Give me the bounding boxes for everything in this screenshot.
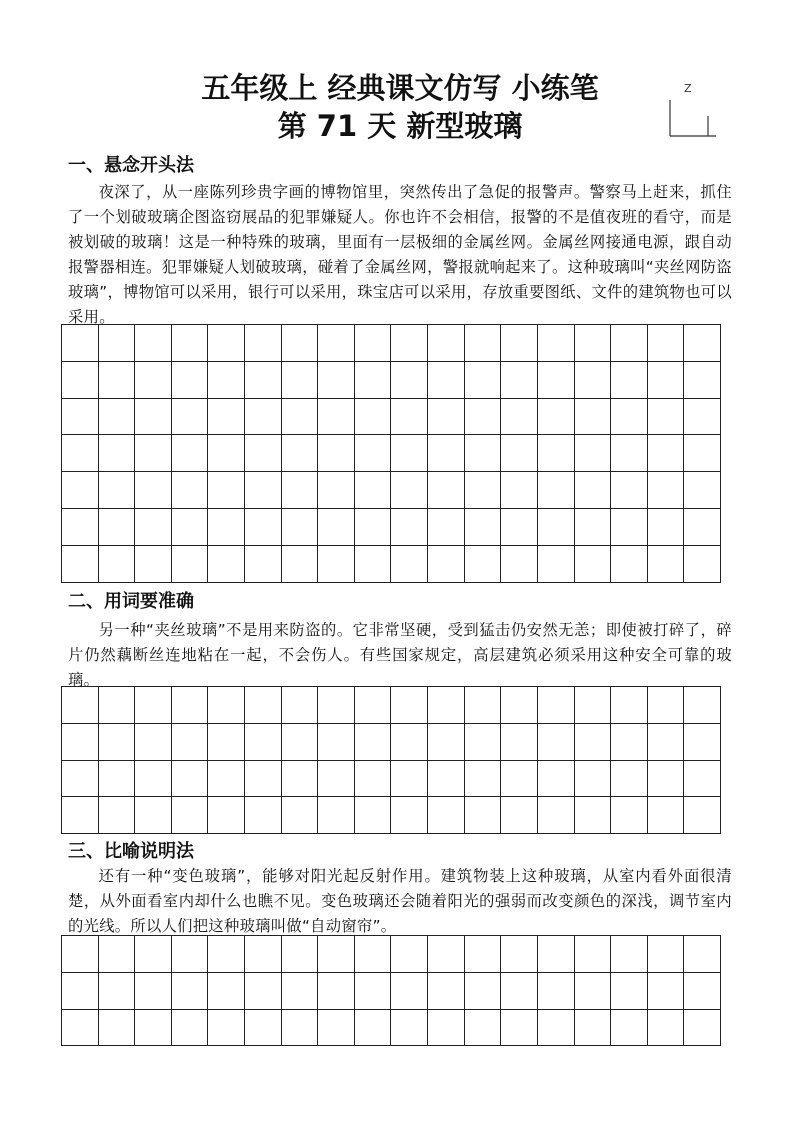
grid-cell[interactable]: [391, 435, 428, 472]
grid-cell[interactable]: [135, 325, 172, 362]
section-heading-3: 三、比喻说明法: [68, 841, 194, 862]
grid-cell[interactable]: [172, 724, 209, 761]
grid-cell[interactable]: [684, 1010, 721, 1047]
grid-cell[interactable]: [208, 325, 245, 362]
grid-cell[interactable]: [465, 687, 502, 724]
grid-cell[interactable]: [465, 936, 502, 973]
grid-cell[interactable]: [208, 1010, 245, 1047]
grid-cell[interactable]: [318, 761, 355, 798]
grid-cell[interactable]: [501, 936, 538, 973]
grid-cell[interactable]: [611, 435, 648, 472]
grid-cell[interactable]: [62, 325, 99, 362]
grid-cell[interactable]: [282, 472, 319, 509]
grid-cell[interactable]: [282, 936, 319, 973]
grid-cell[interactable]: [648, 797, 685, 834]
grid-cell[interactable]: [318, 435, 355, 472]
grid-cell[interactable]: [648, 399, 685, 436]
grid-cell[interactable]: [648, 687, 685, 724]
grid-cell[interactable]: [575, 362, 612, 399]
corner-mark-text: Z: [684, 82, 692, 95]
grid-cell[interactable]: [465, 724, 502, 761]
grid-cell[interactable]: [684, 761, 721, 798]
grid-cell[interactable]: [62, 509, 99, 546]
grid-cell[interactable]: [135, 973, 172, 1010]
grid-cell[interactable]: [391, 546, 428, 583]
grid-cell[interactable]: [648, 362, 685, 399]
grid-cell[interactable]: [538, 761, 575, 798]
grid-cell[interactable]: [428, 973, 465, 1010]
grid-cell[interactable]: [245, 546, 282, 583]
grid-cell[interactable]: [575, 1010, 612, 1047]
grid-cell[interactable]: [135, 761, 172, 798]
grid-cell[interactable]: [611, 797, 648, 834]
grid-cell[interactable]: [465, 509, 502, 546]
section-text-1: 夜深了，从一座陈列珍贵字画的博物馆里，突然传出了急促的报警声。警察马上赶来，抓住了一个划破玻璃企图盗窃展品的犯罪嫌疑人。你也许不会相信，报警的不是值夜班的看守，而是被划破的玻璃！这是一种特殊的玻璃，里面有一层极细的金属丝网。金属丝网接通电源，跟自动报警器相连。犯罪嫌疑人划破玻璃，碰着了金属丝网，警报就响起来了。这种玻璃叫“夹丝网防盗玻璃”，博物馆可以采用，银行可以采用，珠宝店可以采用，存放重要图纸、文件的建筑物也可以采用。: [68, 183, 732, 326]
grid-cell[interactable]: [575, 399, 612, 436]
grid-cell[interactable]: [355, 435, 392, 472]
grid-cell[interactable]: [648, 472, 685, 509]
grid-cell[interactable]: [318, 509, 355, 546]
grid-cell[interactable]: [318, 546, 355, 583]
grid-cell[interactable]: [282, 724, 319, 761]
grid-cell[interactable]: [465, 435, 502, 472]
grid-cell[interactable]: [172, 936, 209, 973]
grid-cell[interactable]: [355, 472, 392, 509]
grid-cell[interactable]: [648, 325, 685, 362]
corner-mark: [668, 78, 720, 142]
grid-cell[interactable]: [355, 1010, 392, 1047]
grid-cell[interactable]: [135, 797, 172, 834]
grid-cell[interactable]: [135, 472, 172, 509]
writing-grid-3[interactable]: [61, 935, 721, 1046]
grid-cell[interactable]: [538, 472, 575, 509]
grid-cell[interactable]: [501, 435, 538, 472]
section-text-2: 另一种“夹丝玻璃”不是用来防盗的。它非常坚硬，受到猛击仍安然无恙；即使被打碎了，碎片仍然藕断丝连地粘在一起，不会伤人。有些国家规定，高层建筑必须采用这种安全可靠的玻璃。: [68, 621, 732, 689]
grid-cell[interactable]: [282, 362, 319, 399]
grid-cell[interactable]: [172, 325, 209, 362]
grid-cell[interactable]: [282, 1010, 319, 1047]
grid-cell[interactable]: [245, 509, 282, 546]
grid-cell[interactable]: [501, 761, 538, 798]
grid-cell[interactable]: [391, 797, 428, 834]
grid-cell[interactable]: [428, 509, 465, 546]
grid-cell[interactable]: [648, 761, 685, 798]
grid-cell[interactable]: [62, 724, 99, 761]
grid-cell[interactable]: [99, 936, 136, 973]
grid-cell[interactable]: [611, 399, 648, 436]
grid-cell[interactable]: [611, 509, 648, 546]
grid-cell[interactable]: [648, 936, 685, 973]
grid-cell[interactable]: [99, 973, 136, 1010]
grid-cell[interactable]: [575, 797, 612, 834]
grid-cell[interactable]: [318, 724, 355, 761]
grid-cell[interactable]: [611, 546, 648, 583]
grid-cell[interactable]: [99, 724, 136, 761]
grid-cell[interactable]: [355, 325, 392, 362]
grid-cell[interactable]: [282, 325, 319, 362]
grid-cell[interactable]: [684, 399, 721, 436]
grid-cell[interactable]: [62, 1010, 99, 1047]
grid-cell[interactable]: [465, 797, 502, 834]
grid-cell[interactable]: [538, 687, 575, 724]
grid-cell[interactable]: [318, 936, 355, 973]
grid-cell[interactable]: [465, 1010, 502, 1047]
grid-cell[interactable]: [611, 761, 648, 798]
grid-cell[interactable]: [501, 472, 538, 509]
grid-cell[interactable]: [245, 761, 282, 798]
grid-cell[interactable]: [172, 546, 209, 583]
grid-cell[interactable]: [428, 1010, 465, 1047]
grid-cell[interactable]: [538, 936, 575, 973]
grid-cell[interactable]: [62, 973, 99, 1010]
grid-cell[interactable]: [575, 472, 612, 509]
grid-cell[interactable]: [428, 435, 465, 472]
grid-cell[interactable]: [172, 797, 209, 834]
grid-cell[interactable]: [245, 1010, 282, 1047]
grid-cell[interactable]: [428, 472, 465, 509]
grid-cell[interactable]: [648, 435, 685, 472]
grid-cell[interactable]: [282, 509, 319, 546]
grid-cell[interactable]: [538, 325, 575, 362]
grid-cell[interactable]: [575, 936, 612, 973]
grid-cell[interactable]: [428, 399, 465, 436]
grid-cell[interactable]: [391, 472, 428, 509]
grid-cell[interactable]: [501, 362, 538, 399]
grid-cell[interactable]: [208, 761, 245, 798]
grid-cell[interactable]: [355, 509, 392, 546]
grid-cell[interactable]: [391, 973, 428, 1010]
grid-cell[interactable]: [135, 509, 172, 546]
grid-cell[interactable]: [172, 435, 209, 472]
section-text-3: 还有一种“变色玻璃”，能够对阳光起反射作用。建筑物装上这种玻璃，从室内看外面很清楚，从外面看室内却什么也瞧不见。变色玻璃还会随着阳光的强弱而改变颜色的深浅，调节室内的光线。所以人们把这种玻璃叫做“自动窗帘”。: [68, 867, 732, 935]
section-heading-2: 二、用词要准确: [68, 591, 194, 612]
grid-cell[interactable]: [648, 973, 685, 1010]
grid-cell[interactable]: [355, 936, 392, 973]
grid-cell[interactable]: [391, 325, 428, 362]
grid-cell[interactable]: [501, 399, 538, 436]
grid-cell[interactable]: [538, 797, 575, 834]
grid-cell[interactable]: [391, 761, 428, 798]
grid-cell[interactable]: [135, 435, 172, 472]
grid-cell[interactable]: [684, 325, 721, 362]
grid-cell[interactable]: [282, 687, 319, 724]
grid-cell[interactable]: [172, 761, 209, 798]
grid-cell[interactable]: [575, 435, 612, 472]
grid-cell[interactable]: [501, 546, 538, 583]
grid-cell[interactable]: [538, 362, 575, 399]
grid-cell[interactable]: [611, 724, 648, 761]
grid-cell[interactable]: [538, 973, 575, 1010]
grid-cell[interactable]: [245, 973, 282, 1010]
writing-grid-1[interactable]: [61, 324, 721, 583]
grid-cell[interactable]: [538, 435, 575, 472]
grid-cell[interactable]: [428, 687, 465, 724]
grid-cell[interactable]: [62, 936, 99, 973]
grid-cell[interactable]: [391, 724, 428, 761]
grid-cell[interactable]: [684, 973, 721, 1010]
grid-cell[interactable]: [355, 724, 392, 761]
grid-cell[interactable]: [538, 1010, 575, 1047]
grid-cell[interactable]: [611, 936, 648, 973]
grid-cell[interactable]: [318, 399, 355, 436]
grid-cell[interactable]: [538, 724, 575, 761]
grid-cell[interactable]: [428, 325, 465, 362]
grid-cell[interactable]: [318, 362, 355, 399]
grid-cell[interactable]: [135, 399, 172, 436]
grid-cell[interactable]: [282, 546, 319, 583]
grid-cell[interactable]: [245, 362, 282, 399]
grid-cell[interactable]: [99, 472, 136, 509]
grid-cell[interactable]: [135, 724, 172, 761]
grid-cell[interactable]: [172, 509, 209, 546]
grid-cell[interactable]: [684, 435, 721, 472]
grid-cell[interactable]: [391, 399, 428, 436]
grid-cell[interactable]: [318, 797, 355, 834]
grid-cell[interactable]: [208, 687, 245, 724]
grid-cell[interactable]: [208, 936, 245, 973]
grid-cell[interactable]: [208, 509, 245, 546]
grid-cell[interactable]: [648, 724, 685, 761]
grid-cell[interactable]: [245, 435, 282, 472]
grid-cell[interactable]: [428, 724, 465, 761]
grid-cell[interactable]: [684, 546, 721, 583]
grid-cell[interactable]: [62, 362, 99, 399]
grid-cell[interactable]: [282, 797, 319, 834]
grid-cell[interactable]: [172, 362, 209, 399]
grid-cell[interactable]: [501, 724, 538, 761]
grid-cell[interactable]: [99, 687, 136, 724]
grid-cell[interactable]: [684, 687, 721, 724]
grid-cell[interactable]: [62, 435, 99, 472]
grid-cell[interactable]: [575, 687, 612, 724]
grid-cell[interactable]: [501, 687, 538, 724]
grid-cell[interactable]: [208, 724, 245, 761]
grid-cell[interactable]: [245, 472, 282, 509]
grid-cell[interactable]: [611, 1010, 648, 1047]
grid-cell[interactable]: [355, 797, 392, 834]
grid-cell[interactable]: [428, 546, 465, 583]
grid-cell[interactable]: [99, 435, 136, 472]
grid-cell[interactable]: [428, 936, 465, 973]
grid-cell[interactable]: [99, 546, 136, 583]
grid-cell[interactable]: [465, 362, 502, 399]
page-title: 五年级上 经典课文仿写 小练笔: [201, 71, 599, 105]
grid-cell[interactable]: [465, 761, 502, 798]
grid-cell[interactable]: [62, 399, 99, 436]
grid-cell[interactable]: [99, 325, 136, 362]
grid-cell[interactable]: [428, 362, 465, 399]
grid-cell[interactable]: [391, 509, 428, 546]
grid-cell[interactable]: [428, 761, 465, 798]
grid-cell[interactable]: [208, 797, 245, 834]
grid-cell[interactable]: [575, 325, 612, 362]
grid-cell[interactable]: [282, 973, 319, 1010]
grid-cell[interactable]: [245, 936, 282, 973]
grid-cell[interactable]: [575, 761, 612, 798]
grid-cell[interactable]: [611, 973, 648, 1010]
grid-cell[interactable]: [208, 362, 245, 399]
grid-cell[interactable]: [648, 546, 685, 583]
grid-cell[interactable]: [538, 399, 575, 436]
grid-cell[interactable]: [172, 973, 209, 1010]
grid-cell[interactable]: [501, 509, 538, 546]
grid-cell[interactable]: [575, 973, 612, 1010]
page-subtitle: 第 71 天 新型玻璃: [277, 109, 523, 143]
grid-cell[interactable]: [62, 797, 99, 834]
grid-cell[interactable]: [245, 797, 282, 834]
grid-cell[interactable]: [501, 973, 538, 1010]
grid-cell[interactable]: [465, 546, 502, 583]
grid-cell[interactable]: [428, 797, 465, 834]
grid-cell[interactable]: [208, 435, 245, 472]
grid-cell[interactable]: [684, 797, 721, 834]
grid-cell[interactable]: [391, 1010, 428, 1047]
grid-cell[interactable]: [575, 546, 612, 583]
grid-cell[interactable]: [245, 325, 282, 362]
grid-cell[interactable]: [465, 399, 502, 436]
grid-cell[interactable]: [135, 687, 172, 724]
grid-cell[interactable]: [355, 399, 392, 436]
grid-cell[interactable]: [99, 509, 136, 546]
grid-cell[interactable]: [611, 687, 648, 724]
grid-cell[interactable]: [135, 936, 172, 973]
grid-cell[interactable]: [99, 1010, 136, 1047]
grid-cell[interactable]: [355, 761, 392, 798]
grid-cell[interactable]: [684, 472, 721, 509]
grid-cell[interactable]: [391, 362, 428, 399]
grid-cell[interactable]: [245, 399, 282, 436]
grid-cell[interactable]: [684, 509, 721, 546]
section-heading-1: 一、悬念开头法: [68, 155, 194, 176]
grid-cell[interactable]: [684, 362, 721, 399]
grid-cell[interactable]: [99, 399, 136, 436]
grid-cell[interactable]: [355, 546, 392, 583]
grid-cell[interactable]: [318, 687, 355, 724]
grid-cell[interactable]: [611, 325, 648, 362]
grid-cell[interactable]: [99, 761, 136, 798]
grid-cell[interactable]: [648, 1010, 685, 1047]
grid-cell[interactable]: [611, 472, 648, 509]
grid-cell[interactable]: [501, 797, 538, 834]
grid-cell[interactable]: [62, 761, 99, 798]
grid-cell[interactable]: [245, 724, 282, 761]
grid-cell[interactable]: [62, 546, 99, 583]
grid-cell[interactable]: [355, 973, 392, 1010]
grid-cell[interactable]: [245, 687, 282, 724]
grid-cell[interactable]: [391, 687, 428, 724]
writing-grid-2[interactable]: [61, 686, 721, 834]
grid-cell[interactable]: [648, 509, 685, 546]
grid-cell[interactable]: [575, 724, 612, 761]
grid-cell[interactable]: [684, 936, 721, 973]
grid-cell[interactable]: [135, 362, 172, 399]
grid-cell[interactable]: [465, 325, 502, 362]
grid-cell[interactable]: [208, 399, 245, 436]
grid-cell[interactable]: [318, 973, 355, 1010]
grid-cell[interactable]: [208, 546, 245, 583]
grid-cell[interactable]: [172, 1010, 209, 1047]
grid-cell[interactable]: [172, 472, 209, 509]
grid-cell[interactable]: [318, 472, 355, 509]
grid-cell[interactable]: [62, 687, 99, 724]
grid-cell[interactable]: [355, 687, 392, 724]
grid-cell[interactable]: [282, 435, 319, 472]
grid-cell[interactable]: [135, 1010, 172, 1047]
grid-cell[interactable]: [62, 472, 99, 509]
grid-cell[interactable]: [684, 724, 721, 761]
grid-cell[interactable]: [465, 472, 502, 509]
grid-cell[interactable]: [99, 362, 136, 399]
grid-cell[interactable]: [391, 936, 428, 973]
grid-cell[interactable]: [318, 325, 355, 362]
grid-cell[interactable]: [575, 509, 612, 546]
grid-cell[interactable]: [208, 973, 245, 1010]
grid-cell[interactable]: [465, 973, 502, 1010]
grid-cell[interactable]: [135, 546, 172, 583]
grid-cell[interactable]: [172, 687, 209, 724]
grid-cell[interactable]: [318, 1010, 355, 1047]
grid-cell[interactable]: [208, 472, 245, 509]
grid-cell[interactable]: [99, 797, 136, 834]
grid-cell[interactable]: [355, 362, 392, 399]
grid-cell[interactable]: [538, 546, 575, 583]
grid-cell[interactable]: [611, 362, 648, 399]
grid-cell[interactable]: [172, 399, 209, 436]
grid-cell[interactable]: [282, 761, 319, 798]
grid-cell[interactable]: [282, 399, 319, 436]
grid-cell[interactable]: [538, 509, 575, 546]
grid-cell[interactable]: [501, 325, 538, 362]
grid-cell[interactable]: [501, 1010, 538, 1047]
